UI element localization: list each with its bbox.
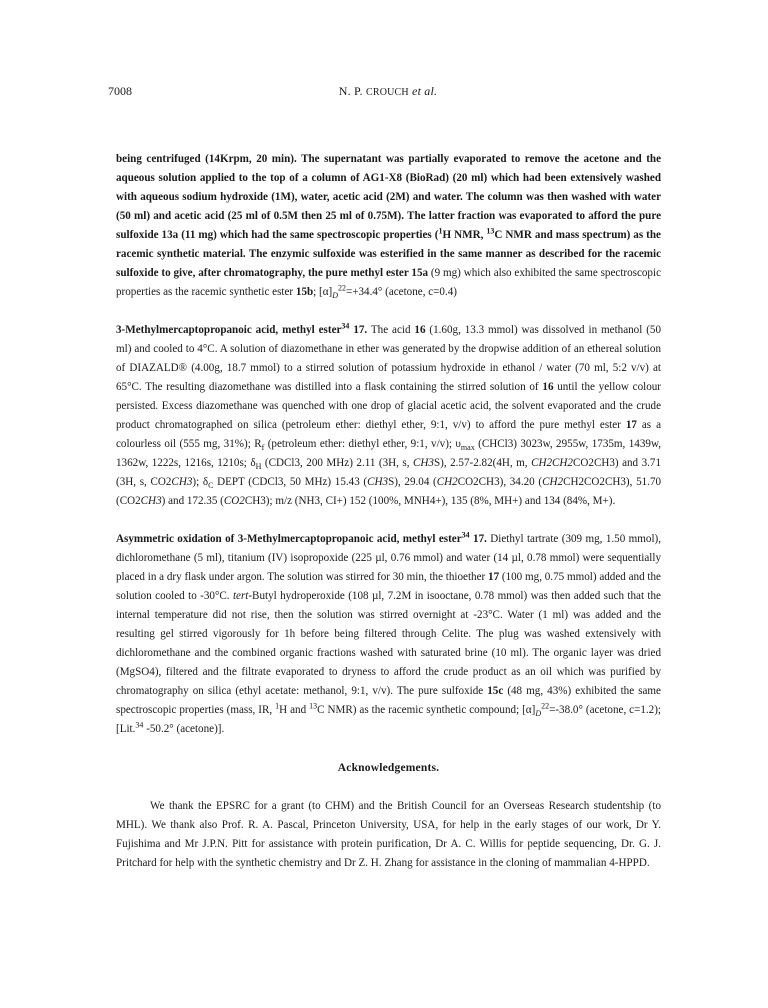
text-run: (11 mg) which had the same spectroscopic properties ( <box>178 229 439 241</box>
acknowledgements-heading: Acknowledgements. <box>337 762 440 774</box>
italic-run: tert <box>232 590 249 602</box>
text-run: CH3); m/z (NH3, CI+) 152 (100%, MNH4+), 135 (8%, MH+) and 134 (84%, M+). <box>244 495 616 507</box>
text-run: The acid <box>367 324 415 336</box>
compound-ref: 13a <box>161 229 179 241</box>
title-text: 3-Methylmercaptopropanoic acid, methyl ester <box>116 324 342 336</box>
text-run: =+34.4° (acetone, c=0.4) <box>346 286 457 298</box>
acknowledgements-paragraph: We thank the EPSRC for a grant (to CHM) and the British Council for an Overseas Research studentship (to MHL). We thank also Prof. R. A. Pascal, Princeton University, USA, for help in the early stages of our work, Dr Y. Fujishima and Mr J.P.N. Pitt for assistance with protein purification, Dr A. C. Willis for peptide sequencing, Dr. G. J. Pritchard for help with the synthetic chemistry and Dr Z. H. Zhang for assistance in the cloning of mammalian 4-HPPD. <box>116 800 661 869</box>
paragraph-methyl-ester <box>116 321 661 511</box>
article-body <box>116 150 661 873</box>
paragraph-sulfoxide-continuation <box>116 150 661 302</box>
text-run: (CDCl3, 200 MHz) 2.11 (3H, s, <box>261 457 414 469</box>
text-run: CO2CH3), 34.20 ( <box>457 476 543 488</box>
subscript: f <box>261 443 265 453</box>
superscript: 1 <box>438 226 443 236</box>
text-run: until the yellow colour persisted. Excess diazomethane was quenched with one drop of glacial acetic acid, the solvent evaporated and the crude product chromatographed on silica (petroleum ether: diethyl ether, 9:1, v/v) to afford the pure methyl ester <box>116 381 661 431</box>
author-surname: CROUCH <box>365 87 409 98</box>
italic-run: CH2 <box>542 476 564 488</box>
compound-ref: 17. <box>469 533 487 545</box>
text-run: -50.2° (acetone)]. <box>143 723 225 735</box>
compound-ref: 15b <box>295 286 314 298</box>
text-run: ); δ <box>192 476 209 488</box>
compound-ref: 16 <box>414 324 426 336</box>
text-run: -Butyl hydroperoxide (108 µl, 7.2M in isooctane, 0.78 mmol) was then added such that the internal temperature did not rise, then the solution was stirred overnight at -23°C. Water (1 ml) was added and the resulting gel stirred vigorously for 1h before being filtered through Celite. The plug was washed extensively with dichloromethane and the combined organic fractions washed with saturated brine (10 ml). The organic layer was dried (MgSO4), filtered and the filtrate evaporated to dryness to afford the crude product as an oil which was purified by chromatography on silica (ethyl acetate: methanol, 9:1, v/v). The pure sulfoxide <box>116 590 661 697</box>
text-run: ; [α] <box>313 286 333 298</box>
compound-ref: 17 <box>625 419 637 431</box>
text-run: CO2CH3) and 3.71 (3H, s, CO2 <box>116 457 662 488</box>
compound-ref: 16 <box>542 381 554 393</box>
italic-run: CH2 <box>436 476 458 488</box>
text-run: H NMR, <box>442 229 487 241</box>
text-run: (petroleum ether: diethyl ether, 9:1, v/v); υ <box>264 438 461 450</box>
superscript: 22 <box>338 283 346 293</box>
page-header <box>108 84 668 100</box>
text-run: C NMR and mass spectrum) as the racemic synthetic material. The enzymic sulfoxide was esterified in the same manner as described for the racemic sulfoxide to give, after chromatography, the pure methyl ester <box>116 229 661 279</box>
italic-run: CO2 <box>223 495 245 507</box>
text-run: ) and 172.35 ( <box>161 495 224 507</box>
text-run: (1.60g, 13.3 mmol) was dissolved in methanol (50 ml) and cooled to 4°C. A solution of diazomethane in ether was generated by the dropwise addition of an ethereal solution of DIAZALD® (4.00g, 18.7 mmol) to a stirred solution of potassium hydroxide in ethanol / water (70 ml, 5:2 v/v) at 65°C. The resulting diazomethane was distilled into a flask containing the stirred solution of <box>116 324 661 393</box>
compound-ref: 15a <box>411 267 429 279</box>
text-run: (100 mg, 0.75 mmol) added and the solution cooled to -30°C. <box>116 571 661 602</box>
italic-run: CH3 <box>140 495 162 507</box>
text-run: S), 29.04 ( <box>388 476 437 488</box>
reference-superscript: 34 <box>135 720 144 730</box>
text-run: CH2CO2CH3), 51.70 (CO2 <box>116 476 662 507</box>
text-run: (48 mg, 43%) exhibited the same spectroscopic properties (mass, IR, <box>116 685 661 716</box>
et-al: et al. <box>408 84 438 98</box>
text-run: as a colourless oil (555 mg, 31%); R <box>116 419 661 450</box>
text-run: S), 2.57-2.82(4H, m, <box>433 457 532 469</box>
subscript: D <box>332 291 338 301</box>
superscript: 22 <box>541 701 550 711</box>
subscript: C <box>208 481 214 491</box>
text-run <box>116 153 661 279</box>
section-title <box>116 321 368 336</box>
text-run: C NMR) as the racemic synthetic compound; [α] <box>317 704 536 716</box>
text-run: (9 mg) which also exhibited the same spectroscopic properties as the racemic synthetic ester <box>116 267 661 298</box>
superscript: 1 <box>275 701 280 711</box>
reference-superscript: 34 <box>461 530 470 540</box>
page-number: 7008 <box>108 84 132 98</box>
italic-run: CH2CH2 <box>531 457 573 469</box>
text-run: (CHCl3) 3023w, 2955w, 1735m, 1439w, 1362w, 1222s, 1216s, 1210s; δ <box>116 438 662 469</box>
paragraph-asymmetric-oxidation <box>116 530 661 739</box>
superscript: 13 <box>486 226 495 236</box>
running-head <box>108 84 668 99</box>
section-title <box>116 530 487 545</box>
text-run: Diethyl tartrate (309 mg, 1.50 mmol), dichloromethane (5 ml), titanium (IV) isopropoxide (225 µl, 0.76 mmol) and water (14 µl, 0.78 mmol) were sequentially placed in a dry flask under argon. The solution was stirred for 30 min, the thioether <box>116 533 661 583</box>
subscript: D <box>535 709 542 719</box>
reference-superscript: 34 <box>341 321 350 331</box>
italic-run: CH3 <box>171 476 193 488</box>
text-run: H and <box>279 704 310 716</box>
compound-ref: 17 <box>488 571 500 583</box>
subscript: H <box>255 462 262 472</box>
compound-ref: 15c <box>487 685 504 697</box>
text-run: =-38.0° (acetone, c=1.2); [Lit. <box>116 704 662 735</box>
text-run: DEPT (CDCl3, 50 MHz) 15.43 ( <box>213 476 368 488</box>
subscript: max <box>460 443 475 453</box>
italic-run: CH3 <box>367 476 389 488</box>
compound-ref: 17. <box>349 324 368 336</box>
text-run: being centrifuged (14Krpm, 20 min). The supernatant was partially evaporated to remove the acetone and the aqueous solution applied to the top of a column of AG1-X8 (BioRad) (20 ml) which had been extensively washed with aqueous sodium hydroxide (1M), water, acetic acid (2M) and water. The column was then washed with water (50 ml) and acetic acid (25 ml of 0.5M then 25 ml of 0.75M). The latter fraction was evaporated to afford the pure sulfoxide <box>116 153 661 241</box>
title-text: Asymmetric oxidation of 3-Methylmercaptopropanoic acid, methyl ester <box>116 533 462 545</box>
italic-run: CH3 <box>413 457 434 469</box>
superscript: 13 <box>309 701 318 711</box>
author-initials: N. P. <box>338 84 366 98</box>
